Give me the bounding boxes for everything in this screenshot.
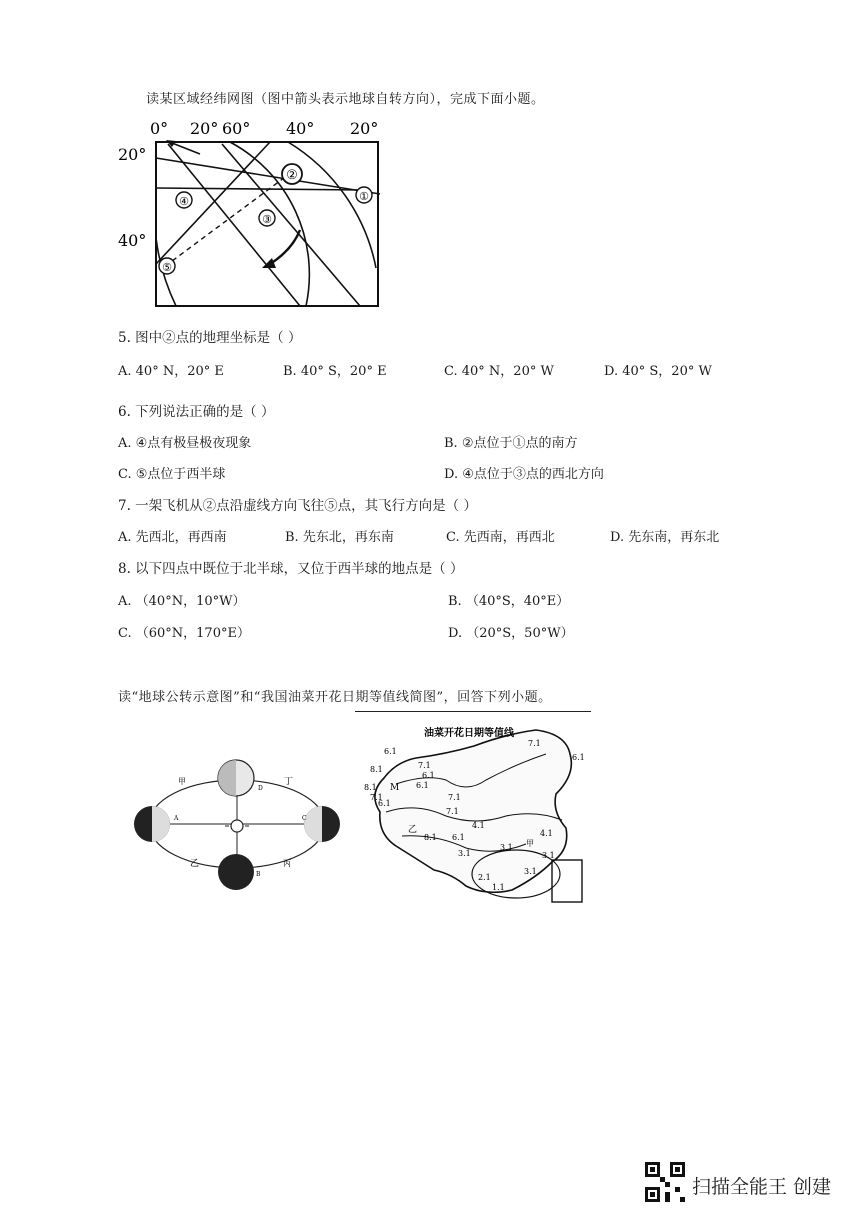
svg-text:6.1: 6.1 <box>384 747 397 756</box>
svg-text:3.1: 3.1 <box>500 843 513 852</box>
svg-text:7.1: 7.1 <box>418 761 431 770</box>
meridian-line <box>156 188 364 190</box>
left-label: 40° <box>118 231 147 250</box>
q8-option-c[interactable]: C. （60°N，170°E） <box>118 626 250 641</box>
graticule-map <box>110 118 400 318</box>
q7-option-b[interactable]: B. 先东北，再东南 <box>285 530 394 545</box>
top-label: 40° <box>286 119 315 138</box>
south-china-sea-inset <box>552 860 582 902</box>
svg-text:6.1: 6.1 <box>422 771 435 780</box>
svg-text:7.1: 7.1 <box>370 793 383 802</box>
svg-text:甲: 甲 <box>526 839 534 848</box>
q5-option-d[interactable]: D. 40° S，20° W <box>604 364 712 379</box>
svg-text:6.1: 6.1 <box>452 833 465 842</box>
svg-text:8.1: 8.1 <box>370 765 383 774</box>
svg-text:6.1: 6.1 <box>378 799 391 808</box>
top-label: 20° <box>190 119 219 138</box>
q8-option-d[interactable]: D. （20°S，50°W） <box>448 626 574 641</box>
svg-text:7.1: 7.1 <box>446 807 459 816</box>
q6-option-c[interactable]: C. ⑤点位于西半球 <box>118 467 226 482</box>
divider-line <box>355 711 591 712</box>
svg-text:7.1: 7.1 <box>528 739 541 748</box>
q5-option-b[interactable]: B. 40° S，20° E <box>283 364 387 379</box>
svg-text:④: ④ <box>179 195 189 208</box>
top-label: 20° <box>350 119 379 138</box>
q8-option-a[interactable]: A. （40°N，10°W） <box>118 594 246 609</box>
svg-text:7.1: 7.1 <box>448 793 461 802</box>
question-7-stem: 7. 一架飞机从②点沿虚线方向飞往⑤点，其飞行方向是（ ） <box>118 498 477 514</box>
svg-text:丙: 丙 <box>283 859 291 868</box>
q5-option-a[interactable]: A. 40° N，20° E <box>118 364 224 379</box>
q7-option-d[interactable]: D. 先东南，再东北 <box>610 530 720 545</box>
svg-text:4.1: 4.1 <box>472 821 485 830</box>
earth-orbit-diagram <box>128 748 346 898</box>
top-label: 60° <box>222 119 251 138</box>
svg-text:丁: 丁 <box>284 777 294 787</box>
svg-text:甲: 甲 <box>178 777 186 786</box>
q7-option-a[interactable]: A. 先西北，再西南 <box>118 530 227 545</box>
china-map-legend: 油菜开花日期等值线 <box>424 728 514 739</box>
q6-option-d[interactable]: D. ④点位于③点的西北方向 <box>444 467 604 482</box>
latitude-arc <box>288 142 376 268</box>
question-6-stem: 6. 下列说法正确的是（ ） <box>118 404 275 420</box>
svg-text:A: A <box>174 815 179 822</box>
svg-text:②: ② <box>286 168 298 183</box>
svg-text:B: B <box>256 871 261 878</box>
q7-option-c[interactable]: C. 先西南，再西北 <box>446 530 555 545</box>
svg-text:3.1: 3.1 <box>524 867 537 876</box>
svg-text:4.1: 4.1 <box>540 829 553 838</box>
china-rapeseed-map <box>356 724 592 904</box>
qr-code-icon <box>645 1162 685 1202</box>
left-label: 20° <box>118 145 147 164</box>
earth-icon <box>218 854 254 890</box>
section2-intro: 读“地球公转示意图”和“我国油菜开花日期等值线简图”，回答下列小题。 <box>118 690 552 705</box>
svg-text:C: C <box>302 815 307 822</box>
svg-text:2.1: 2.1 <box>478 873 491 882</box>
meridian-line <box>168 144 300 306</box>
svg-text:乙: 乙 <box>408 825 418 835</box>
q6-option-a[interactable]: A. ④点有极昼极夜现象 <box>118 436 252 451</box>
svg-text:⑤: ⑤ <box>162 261 172 274</box>
question-5-stem: 5. 图中②点的地理坐标是（ ） <box>118 330 302 346</box>
svg-text:乙: 乙 <box>190 859 200 869</box>
svg-text:3.1: 3.1 <box>458 849 471 858</box>
q8-option-b[interactable]: B. （40°S，40°E） <box>448 594 570 609</box>
top-label: 0° <box>150 119 169 138</box>
sun-icon <box>231 820 243 832</box>
svg-text:D: D <box>258 785 263 792</box>
svg-text:1.1: 1.1 <box>492 883 505 892</box>
svg-text:3.1: 3.1 <box>542 851 555 860</box>
question-8-stem: 8. 以下四点中既位于北半球，又位于西半球的地点是（ ） <box>118 561 464 577</box>
svg-text:8.1: 8.1 <box>424 833 437 842</box>
q6-option-b[interactable]: B. ②点位于①点的南方 <box>444 436 578 451</box>
svg-text:6.1: 6.1 <box>416 781 429 790</box>
footer-watermark: 扫描全能王 创建 <box>692 1176 832 1198</box>
svg-text:③: ③ <box>262 213 272 226</box>
svg-text:6.1: 6.1 <box>572 753 585 762</box>
section1-intro: 读某区域经纬网图（图中箭头表示地球自转方向），完成下面小题。 <box>146 92 545 107</box>
svg-text:M: M <box>390 783 400 793</box>
q5-option-c[interactable]: C. 40° N，20° W <box>444 364 554 379</box>
svg-text:8.1: 8.1 <box>364 783 377 792</box>
svg-text:①: ① <box>359 190 369 203</box>
